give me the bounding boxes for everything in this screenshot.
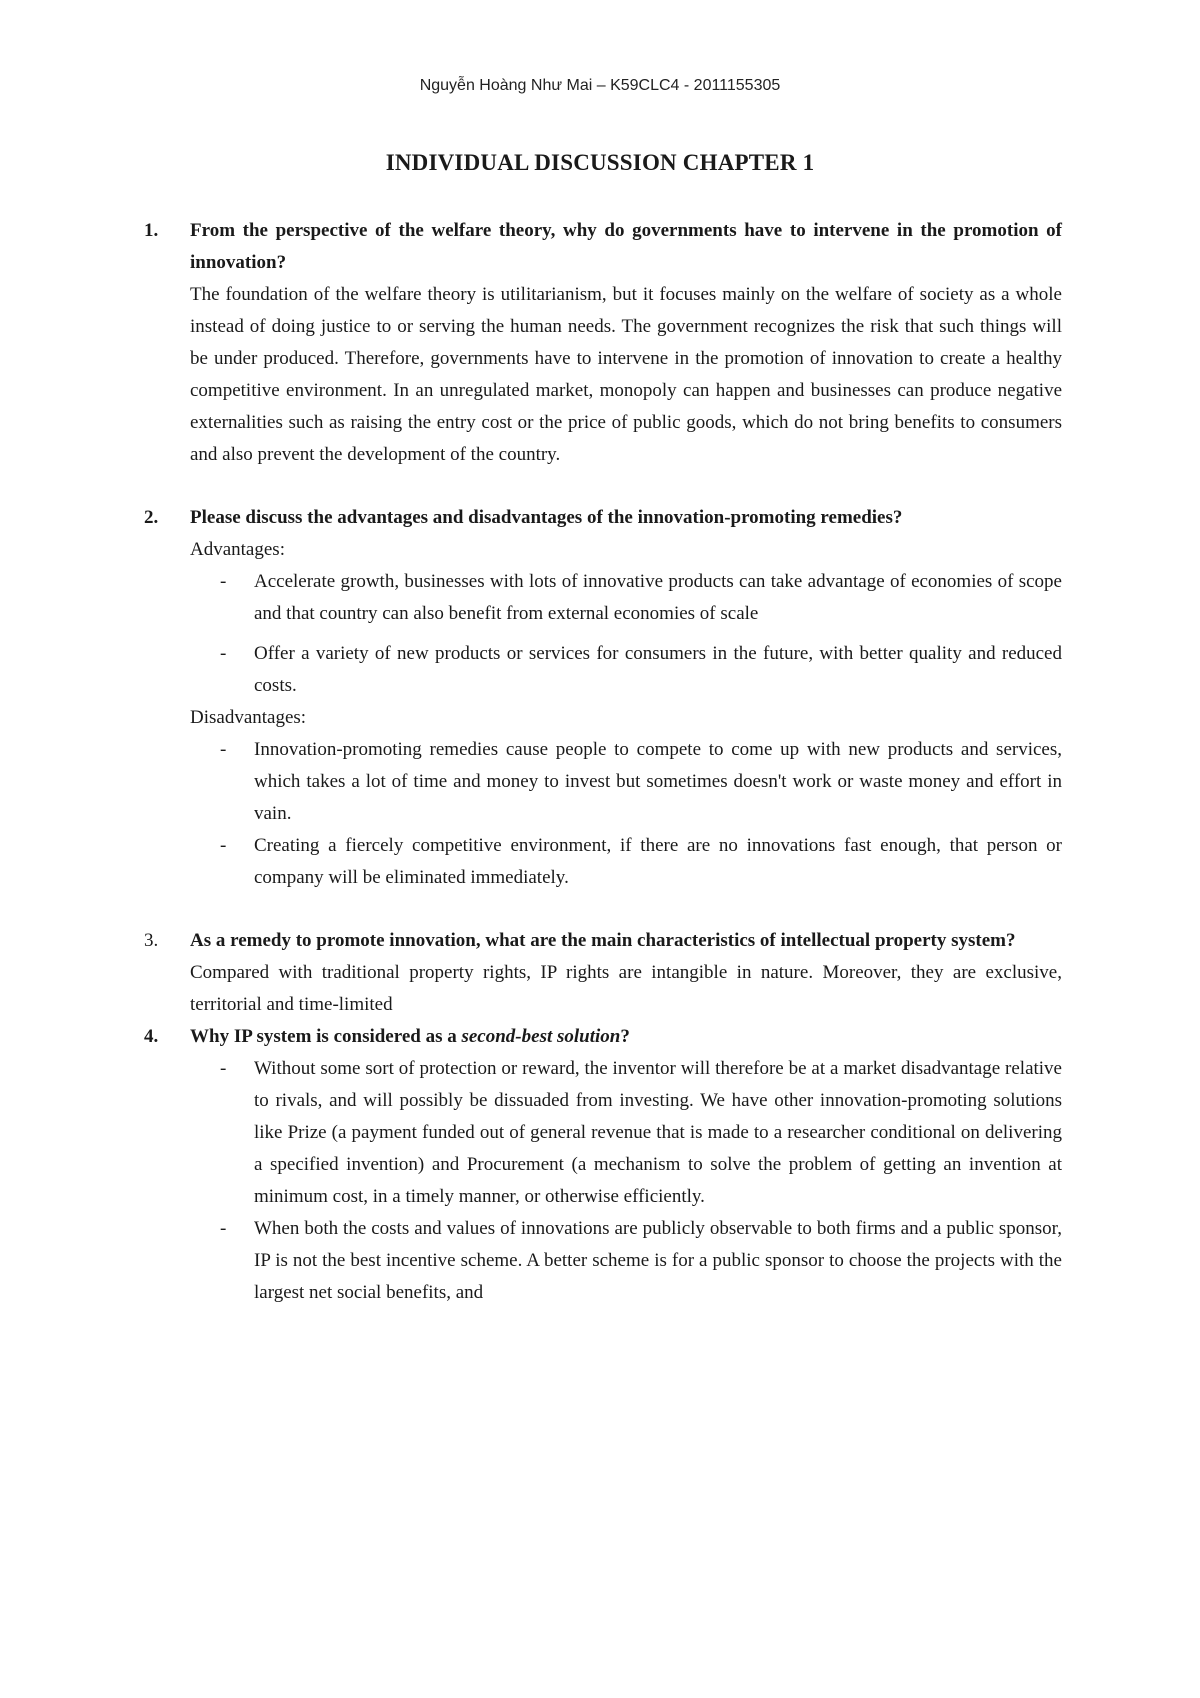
disadvantages-list: [190, 734, 1062, 894]
question-2: [144, 502, 1062, 894]
question-1-number: 1.: [144, 220, 159, 241]
disadvantages-label: Disadvantages:: [190, 707, 307, 728]
advantages-list-continued: [190, 638, 1062, 702]
advantages-label: Advantages:: [190, 539, 285, 560]
list-item: - Creating a fiercely competitive environment, if there are no innovations fast enough, that person or company will be eliminated immediately.: [254, 830, 1062, 894]
question-3: [144, 925, 1062, 1021]
question-4: [144, 1021, 1062, 1309]
question-3-text: As a remedy to promote innovation, what are the main characteristics of intellectual property system?: [190, 930, 1016, 951]
question-4-text: [190, 1021, 1062, 1053]
question-4-number: 4.: [144, 1026, 159, 1047]
list-item: - Innovation-promoting remedies cause people to compete to come up with new products and services, which takes a lot of time and money to invest but sometimes doesn't work or waste money and effort in vain.: [254, 734, 1062, 830]
question-2-text: Please discuss the advantages and disadvantages of the innovation-promoting remedies?: [190, 507, 903, 528]
question-3-answer: Compared with traditional property rights, IP rights are intangible in nature. Moreover, they are exclusive, territorial and time-limited: [190, 962, 1062, 1015]
advantages-list: [190, 566, 1062, 630]
question-1-answer: The foundation of the welfare theory is utilitarianism, but it focuses mainly on the welfare of society as a whole instead of doing justice to or serving the human needs. The government recognizes the risk that such things will be under produced. Therefore, governments have to intervene in the promotion of innovation to create a healthy competitive environment. In an unregulated market, monopoly can happen and businesses can produce negative externalities such as raising the entry cost or the price of public goods, which do not bring benefits to consumers and also prevent the development of the country.: [190, 284, 1062, 465]
list-item: - Accelerate growth, businesses with lots of innovative products can take advantage of economies of scope and that country can also benefit from external economies of scale: [254, 566, 1062, 630]
question-4-emphasis: second-best solution: [461, 1026, 621, 1047]
list-item: - Without some sort of protection or reward, the inventor will therefore be at a market disadvantage relative to rivals, and will possibly be dissuaded from investing. We have other innovation-promoting solutions like Prize (a payment funded out of general revenue that is made to a researcher conditional on delivering a specified invention) and Procurement (a mechanism to solve the problem of getting an invention at minimum cost, in a timely manner, or otherwise efficiently.: [254, 1053, 1062, 1213]
document-title: INDIVIDUAL DISCUSSION CHAPTER 1: [385, 150, 815, 175]
question-4-points: [190, 1053, 1062, 1309]
list-item: - Offer a variety of new products or services for consumers in the future, with better quality and reduced costs.: [254, 638, 1062, 702]
question-4-prefix: Why IP system is considered as a: [190, 1026, 462, 1047]
page-header: Nguyễn Hoàng Như Mai – K59CLC4 - 2011155305: [419, 77, 781, 94]
question-4-suffix: ?: [620, 1026, 630, 1047]
question-1: [144, 215, 1062, 471]
document-body: [144, 215, 1062, 1309]
question-2-number: 2.: [144, 507, 159, 528]
list-item: - When both the costs and values of innovations are publicly observable to both firms and a public sponsor, IP is not the best incentive scheme. A better scheme is for a public sponsor to choose the projects with the largest net social benefits, and: [254, 1213, 1062, 1309]
question-3-number: 3.: [144, 930, 159, 951]
question-1-text: From the perspective of the welfare theory, why do governments have to intervene in the promotion of innovation?: [190, 220, 1062, 273]
